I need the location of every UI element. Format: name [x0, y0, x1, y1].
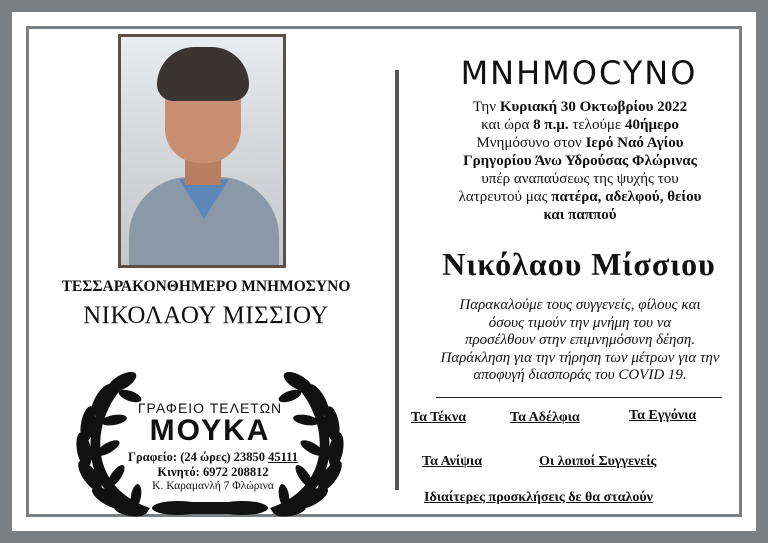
relation-grandfather: και παππού — [543, 207, 617, 223]
family-nephews: Τα Ανίψια — [422, 454, 483, 469]
office-label: Γραφείο: (24 ώρες) 23850 — [128, 450, 269, 464]
request-line: Παράκληση για την τήρηση των μέτρων για την — [440, 349, 720, 366]
time-prefix: και ώρα — [481, 117, 534, 133]
time-line — [408, 116, 752, 134]
church-line — [408, 134, 752, 152]
memorial-title: ΜΝΗΜΟCYNO — [460, 54, 698, 92]
church-line-2 — [408, 152, 752, 170]
memorial-type: 40ήμερο — [624, 117, 679, 133]
footer-note: Ιδιαίτερες προσκλήσεις δε θα σταλούν — [424, 490, 653, 505]
relation-prefix: λατρευτού μας — [458, 189, 552, 205]
request-line: όσους τιμούν την μνήμη του να — [488, 314, 672, 331]
funeral-home-address: Κ. Καραμανλή 7 Φλώρινα — [152, 480, 274, 492]
church-prefix: Μνημόσυνο στον — [476, 135, 586, 151]
date-value: Κυριακή 30 Οκτωβρίου 2022 — [499, 99, 688, 115]
relation-line — [408, 188, 752, 206]
church-name-start: Ιερό Ναό Αγίου — [585, 135, 684, 151]
left-heading: ΤΕΣΣΑΡΑΚΟΝΘΗΜΕΡΟ ΜΝΗΜΟΣΥΝΟ — [61, 278, 351, 295]
date-prefix: Την — [472, 99, 500, 115]
family-children: Τα Τέκνα — [411, 410, 467, 425]
time-value: 8 π.μ. — [533, 117, 569, 133]
family-other-relatives: Οι λοιποί Συγγενείς — [539, 454, 657, 469]
notice-card — [12, 12, 756, 531]
deceased-name: Νικόλαου Μίσσιου — [442, 246, 716, 282]
request-line: Παρακαλούμε τους συγγενείς, φίλους και — [459, 297, 701, 313]
photo-hair — [157, 47, 249, 101]
family-siblings: Τα Αδέλφια — [510, 410, 580, 425]
request-line: προσέλθουν στην επιμνημόσυνη δέηση. — [464, 332, 696, 348]
time-mid: τελούμε — [568, 117, 625, 133]
request-line: αποφυγή διασποράς του COVID 19. — [473, 367, 687, 383]
portrait-photo — [118, 34, 286, 268]
date-line — [408, 98, 752, 116]
relation-line-2 — [408, 206, 752, 224]
office-number[interactable]: 45111 — [268, 450, 298, 464]
horizontal-rule — [436, 397, 722, 398]
funeral-home-tagline: ΓΡΑΦΕΙΟ ΤΕΛΕΤΩΝ — [137, 400, 283, 416]
family-grandchildren: Τα Εγγόνια — [629, 408, 697, 423]
vertical-divider — [395, 70, 399, 490]
funeral-home-mobile[interactable]: Κινητό: 6972 208812 — [157, 465, 269, 479]
church-name-end: Γρηγορίου Άνω Υδρούσας Φλώρινας — [463, 153, 697, 169]
relations: πατέρα, αδελφού, θείου — [551, 189, 702, 205]
funeral-home-name: ΜΟΥΚΑ — [149, 414, 271, 447]
left-deceased-name: ΝΙΚΟΛΑΟΥ ΜΙΣΣΙΟΥ — [83, 302, 329, 329]
funeral-home-office — [108, 450, 318, 465]
request-text — [408, 297, 752, 385]
soul-line: υπέρ αναπαύσεως της ψυχής του — [481, 171, 679, 187]
